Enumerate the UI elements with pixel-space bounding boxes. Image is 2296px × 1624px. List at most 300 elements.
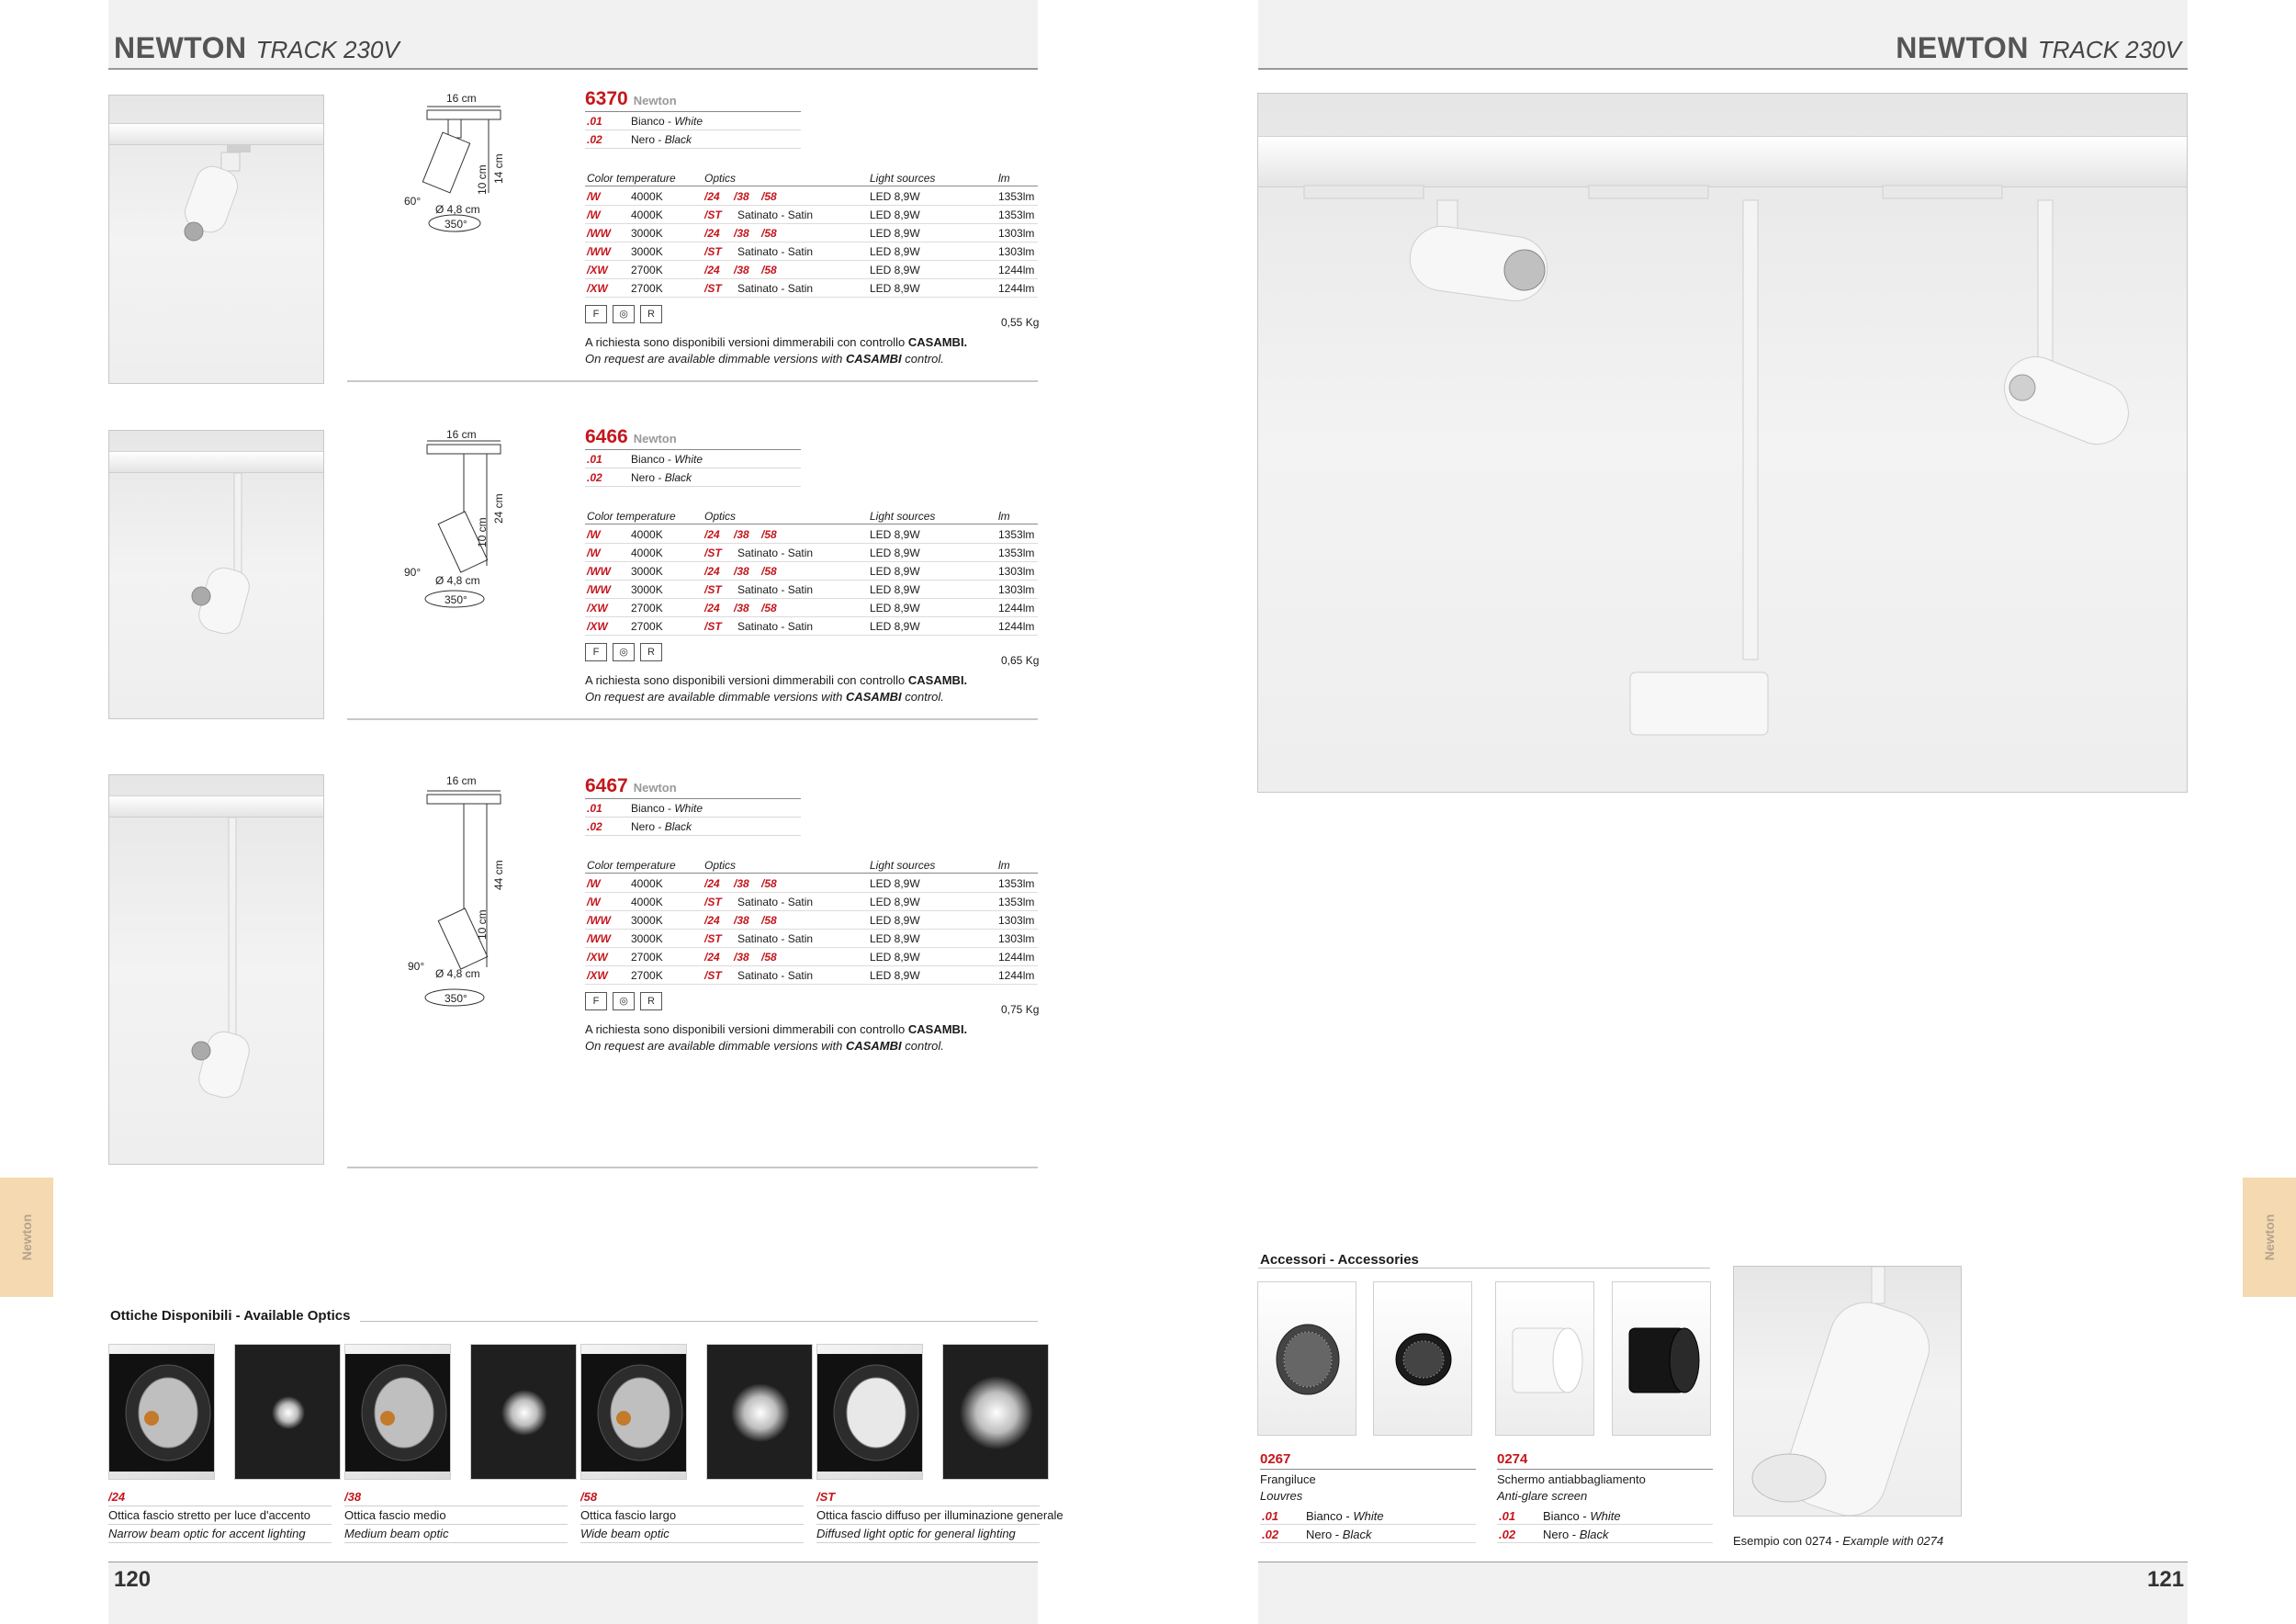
spec-optic-1: /24: [704, 602, 720, 615]
product-code: 6370: [585, 88, 628, 109]
finish-label: [1543, 1509, 1621, 1523]
spec-optic-2: /38: [734, 528, 749, 541]
dim-angle: 90°: [408, 960, 425, 973]
cert-icon: ◎: [613, 305, 635, 323]
note-en-suffix: control.: [901, 352, 944, 366]
finish-it: Bianco -: [1543, 1509, 1591, 1523]
dim-height-1: 10 cm: [476, 517, 489, 547]
spec-code: /XW: [587, 264, 608, 276]
spec-lm: 1353lm: [998, 896, 1035, 908]
finish-label: [1543, 1528, 1609, 1541]
spec-optic-2: /38: [734, 227, 749, 240]
product-photo-6467: [108, 774, 324, 1165]
optic-beam-photo: [706, 1344, 813, 1480]
optic-desc-en: Wide beam optic: [580, 1527, 670, 1540]
spec-source: LED 8,9W: [870, 565, 920, 578]
finish-row: [585, 450, 801, 468]
optic-desc-en: Diffused light optic for general lighting: [816, 1527, 1016, 1540]
optic-beam-photo: [942, 1344, 1049, 1480]
spec-optic-2: /38: [734, 914, 749, 927]
spec-code: /XW: [587, 620, 608, 633]
dim-rotation: 350°: [445, 593, 467, 606]
dim-height-2: 14 cm: [492, 153, 505, 184]
spec-header-optics: Optics: [704, 510, 737, 523]
cert-icon: R: [640, 992, 662, 1010]
finish-it: Bianco -: [631, 115, 675, 128]
finish-code: .02: [587, 133, 602, 146]
spec-temp: 2700K: [631, 602, 663, 615]
spec-temp: 2700K: [631, 620, 663, 633]
finish-label: [1306, 1509, 1384, 1523]
finish-en: White: [1353, 1509, 1384, 1523]
spec-row: [585, 206, 1038, 224]
tech-drawing-6466: [395, 428, 560, 612]
finish-en: Black: [664, 820, 692, 833]
spec-lm: 1353lm: [998, 209, 1035, 221]
spec-source: LED 8,9W: [870, 528, 920, 541]
finish-it: Nero -: [631, 471, 665, 484]
spec-header-light-sources: Light sources: [870, 510, 936, 523]
note-en-prefix: On request are available dimmable versions with: [585, 352, 846, 366]
spec-row: [585, 544, 1038, 562]
spec-optic-1: /ST: [704, 969, 722, 982]
side-tab-right: [2243, 1178, 2296, 1297]
accessory-desc-en: Louvres: [1260, 1489, 1303, 1503]
tech-drawing-6467: [395, 774, 560, 1009]
spec-header-light-sources: Light sources: [870, 172, 936, 185]
spec-temp: 4000K: [631, 528, 663, 541]
product-block-rule: [347, 1167, 1038, 1168]
optic-desc-it: Ottica fascio largo: [580, 1508, 677, 1522]
spec-header-optics: Optics: [704, 172, 737, 185]
note-en-bold: CASAMBI: [845, 1039, 902, 1053]
cert-icon: R: [640, 643, 662, 661]
spec-row: [585, 581, 1038, 599]
spec-optic-1: /ST: [704, 245, 722, 258]
note-en-bold: CASAMBI: [845, 690, 902, 704]
spec-row: [585, 874, 1038, 893]
spec-lm: 1244lm: [998, 282, 1035, 295]
optic-code: /ST: [816, 1490, 836, 1504]
accessory-finish-row: [1260, 1525, 1476, 1543]
spec-lm: 1244lm: [998, 951, 1035, 964]
dim-height-2: 24 cm: [492, 493, 505, 524]
spec-code: /WW: [587, 914, 611, 927]
side-tab-label: Newton: [2262, 1213, 2277, 1261]
spec-temp: 3000K: [631, 914, 663, 927]
cert-icon: R: [640, 305, 662, 323]
finish-it: Nero -: [1306, 1528, 1343, 1541]
spec-optic-desc: Satinato - Satin: [737, 547, 814, 559]
spec-optic-2: /38: [734, 565, 749, 578]
spec-optic-3: /58: [761, 951, 777, 964]
finish-en: White: [1590, 1509, 1621, 1523]
finish-label: [631, 453, 703, 466]
spec-header-color-temp: Color temperature: [587, 859, 676, 872]
accessory-photo-louvre-white: [1257, 1281, 1356, 1436]
spec-code: /W: [587, 209, 601, 221]
spec-optic-desc: Satinato - Satin: [737, 620, 814, 633]
spec-row: [585, 617, 1038, 636]
optic-desc-en: Medium beam optic: [344, 1527, 449, 1540]
product-title: [585, 426, 677, 448]
optic-desc-it: Ottica fascio stretto per luce d'accento: [108, 1508, 310, 1522]
spec-lm: 1244lm: [998, 602, 1035, 615]
spec-code: /W: [587, 547, 601, 559]
accessories-rule: [1258, 1268, 1710, 1269]
product-photo-6370: [108, 95, 324, 384]
finish-code: .01: [587, 115, 602, 128]
note-en-prefix: On request are available dimmable versions with: [585, 690, 846, 704]
spec-optic-1: /24: [704, 565, 720, 578]
spec-optic-1: /24: [704, 190, 720, 203]
spec-code: /WW: [587, 245, 611, 258]
optic-caption: [580, 1488, 804, 1543]
note-en: [585, 352, 944, 366]
dim-diameter: Ø 4,8 cm: [435, 967, 480, 980]
product-name: Newton: [633, 432, 677, 445]
spec-optic-1: /ST: [704, 282, 722, 295]
brand-name: NEWTON: [114, 31, 247, 64]
dim-rotation: 350°: [445, 218, 467, 231]
finish-it: Nero -: [631, 133, 665, 146]
accessory-desc-it: Frangiluce: [1260, 1472, 1316, 1486]
note-it: A richiesta sono disponibili versioni dimmerabili con controllo: [585, 335, 908, 349]
finish-it: Bianco -: [1306, 1509, 1354, 1523]
header-rule-left: [108, 68, 1038, 70]
product-code: 6466: [585, 426, 628, 447]
dim-width: 16 cm: [446, 428, 477, 441]
spec-lm: 1303lm: [998, 245, 1035, 258]
spec-temp: 4000K: [631, 209, 663, 221]
product-code: 6467: [585, 775, 628, 796]
spec-temp: 3000K: [631, 245, 663, 258]
spec-row: [585, 242, 1038, 261]
spec-lm: 1303lm: [998, 565, 1035, 578]
finish-label: [631, 471, 692, 484]
spec-optic-desc: Satinato - Satin: [737, 969, 814, 982]
cert-icons: [585, 643, 668, 663]
spec-code: /W: [587, 528, 601, 541]
finish-en: Black: [1342, 1528, 1372, 1541]
spec-lm: 1303lm: [998, 932, 1035, 945]
spec-code: /W: [587, 190, 601, 203]
example-caption: [1733, 1534, 1943, 1548]
product-weight: 0,55 Kg: [1001, 316, 1040, 329]
spec-row: [585, 261, 1038, 279]
spec-optic-1: /ST: [704, 932, 722, 945]
spec-optic-2: /38: [734, 264, 749, 276]
spec-lm: 1303lm: [998, 914, 1035, 927]
optic-code: /24: [108, 1490, 126, 1504]
spec-source: LED 8,9W: [870, 282, 920, 295]
spec-optic-1: /ST: [704, 620, 722, 633]
spec-temp: 3000K: [631, 932, 663, 945]
optics-section-rule: [360, 1321, 1038, 1322]
finish-it: Bianco -: [631, 453, 675, 466]
spec-optic-3: /58: [761, 565, 777, 578]
spec-optic-desc: Satinato - Satin: [737, 583, 814, 596]
casambi-note: [585, 1021, 967, 1054]
finish-code: .01: [587, 802, 602, 815]
finish-it: Nero -: [1543, 1528, 1580, 1541]
accessory-finish-row: [1497, 1525, 1713, 1543]
spec-temp: 4000K: [631, 877, 663, 890]
finish-en: Black: [1579, 1528, 1609, 1541]
casambi-note: [585, 334, 967, 367]
note-it-bold: CASAMBI.: [907, 335, 968, 349]
brand-subtitle: TRACK 230V: [2037, 36, 2181, 63]
accessory-caption: [1497, 1451, 1713, 1543]
footer-band-left: [108, 1562, 1038, 1624]
spec-header-light-sources: Light sources: [870, 859, 936, 872]
optic-desc-it: Ottica fascio medio: [344, 1508, 446, 1522]
optic-detail-photo: [580, 1344, 687, 1480]
spec-code: /WW: [587, 583, 611, 596]
product-name: Newton: [633, 94, 677, 107]
optic-detail-photo: [344, 1344, 451, 1480]
spec-optic-3: /58: [761, 528, 777, 541]
finish-label: [631, 802, 703, 815]
spec-header-optics: Optics: [704, 859, 737, 872]
spec-row: [585, 948, 1038, 966]
spec-row: [585, 930, 1038, 948]
cert-icon: F: [585, 992, 607, 1010]
tech-drawing-6370: [395, 92, 560, 239]
spec-temp: 2700K: [631, 951, 663, 964]
spec-header-lm: lm: [998, 172, 1010, 185]
spec-source: LED 8,9W: [870, 583, 920, 596]
spec-source: LED 8,9W: [870, 602, 920, 615]
cert-icons: [585, 305, 668, 325]
optic-desc-en: Narrow beam optic for accent lighting: [108, 1527, 306, 1540]
optic-caption: [816, 1488, 1064, 1543]
spec-lm: 1353lm: [998, 190, 1035, 203]
header-rule-right: [1258, 68, 2188, 70]
spec-optic-2: /38: [734, 877, 749, 890]
finish-en: White: [674, 802, 703, 815]
spec-row: [585, 599, 1038, 617]
spec-optic-1: /24: [704, 914, 720, 927]
note-en-bold: CASAMBI: [845, 352, 902, 366]
finish-row: [585, 130, 801, 149]
accessory-photo-screen-black: [1612, 1281, 1711, 1436]
accessory-caption: [1260, 1451, 1476, 1543]
finish-row: [585, 818, 801, 836]
optic-code: /58: [580, 1490, 598, 1504]
finish-en: Black: [664, 133, 692, 146]
dim-height-1: 10 cm: [476, 909, 489, 940]
spec-lm: 1244lm: [998, 264, 1035, 276]
finish-label: [631, 115, 703, 128]
brand-name: NEWTON: [1896, 31, 2029, 64]
spec-lm: 1244lm: [998, 620, 1035, 633]
spec-header-lm: lm: [998, 859, 1010, 872]
spec-optic-2: /38: [734, 190, 749, 203]
spec-lm: 1353lm: [998, 547, 1035, 559]
finish-en: White: [674, 453, 703, 466]
spec-row: [585, 966, 1038, 985]
spec-optic-desc: Satinato - Satin: [737, 896, 814, 908]
note-en-suffix: control.: [901, 1039, 944, 1053]
spec-optic-3: /58: [761, 190, 777, 203]
page-number-left: 120: [114, 1567, 152, 1592]
spec-row: [585, 187, 1038, 206]
finish-it: Nero -: [631, 820, 665, 833]
spec-source: LED 8,9W: [870, 969, 920, 982]
accessory-finish-row: [1260, 1506, 1476, 1525]
spec-header-color-temp: Color temperature: [587, 172, 676, 185]
spec-header-color-temp: Color temperature: [587, 510, 676, 523]
spec-code: /XW: [587, 282, 608, 295]
product-photo-6466: [108, 430, 324, 719]
spec-code: /WW: [587, 565, 611, 578]
spec-temp: 3000K: [631, 227, 663, 240]
cert-icon: ◎: [613, 643, 635, 661]
note-en-suffix: control.: [901, 690, 944, 704]
finish-row: [585, 468, 801, 487]
spec-source: LED 8,9W: [870, 951, 920, 964]
spec-optic-1: /ST: [704, 547, 722, 559]
spec-optic-1: /24: [704, 951, 720, 964]
finish-code: .02: [1262, 1528, 1279, 1541]
spec-lm: 1353lm: [998, 877, 1035, 890]
spec-code: /XW: [587, 602, 608, 615]
spec-source: LED 8,9W: [870, 245, 920, 258]
finish-en: Black: [664, 471, 692, 484]
finish-en: White: [674, 115, 703, 128]
spec-code: /WW: [587, 932, 611, 945]
optic-desc-it: Ottica fascio diffuso per illuminazione generale: [816, 1508, 1064, 1522]
spec-temp: 3000K: [631, 583, 663, 596]
dim-angle: 60°: [404, 195, 422, 208]
spec-source: LED 8,9W: [870, 264, 920, 276]
page-number-right: 121: [2147, 1567, 2185, 1592]
finish-code: .02: [587, 820, 602, 833]
spec-source: LED 8,9W: [870, 620, 920, 633]
optic-beam-photo: [234, 1344, 341, 1480]
brand-subtitle: TRACK 230V: [255, 36, 400, 63]
spec-optic-desc: Satinato - Satin: [737, 209, 814, 221]
note-en-prefix: On request are available dimmable versions with: [585, 1039, 846, 1053]
spec-optic-desc: Satinato - Satin: [737, 932, 814, 945]
spec-optic-1: /ST: [704, 209, 722, 221]
note-en: [585, 1039, 944, 1053]
accessory-desc-it: Schermo antiabbagliamento: [1497, 1472, 1646, 1486]
spec-optic-desc: Satinato - Satin: [737, 282, 814, 295]
spec-code: /W: [587, 896, 601, 908]
accessory-desc-en: Anti-glare screen: [1497, 1489, 1588, 1503]
spec-optic-1: /24: [704, 227, 720, 240]
spec-row: [585, 525, 1038, 544]
spec-header-lm: lm: [998, 510, 1010, 523]
dim-diameter: Ø 4,8 cm: [435, 203, 480, 216]
spec-source: LED 8,9W: [870, 190, 920, 203]
product-name: Newton: [633, 781, 677, 795]
spec-row: [585, 893, 1038, 911]
finish-label: [631, 820, 692, 833]
spec-temp: 4000K: [631, 896, 663, 908]
spec-optic-1: /ST: [704, 896, 722, 908]
dim-width: 16 cm: [446, 774, 477, 787]
spec-lm: 1244lm: [998, 969, 1035, 982]
optic-detail-photo: [108, 1344, 215, 1480]
spec-temp: 4000K: [631, 190, 663, 203]
finish-code: .01: [587, 453, 602, 466]
example-caption-en: Example with 0274: [1842, 1534, 1944, 1548]
spec-source: LED 8,9W: [870, 209, 920, 221]
spec-lm: 1303lm: [998, 227, 1035, 240]
product-block-rule: [347, 718, 1038, 720]
optic-detail-photo: [816, 1344, 923, 1480]
optic-code: /38: [344, 1490, 362, 1504]
note-it-bold: CASAMBI.: [907, 673, 968, 687]
spec-temp: 3000K: [631, 565, 663, 578]
note-it-bold: CASAMBI.: [907, 1022, 968, 1036]
cert-icons: [585, 992, 668, 1012]
footer-band-right: [1258, 1562, 2188, 1624]
finish-row: [585, 112, 801, 130]
accessory-code: 0267: [1260, 1451, 1291, 1467]
optic-caption: [344, 1488, 568, 1543]
spec-header: [585, 169, 1038, 186]
spec-temp: 4000K: [631, 547, 663, 559]
spec-source: LED 8,9W: [870, 227, 920, 240]
spec-code: /WW: [587, 227, 611, 240]
spec-optic-3: /58: [761, 602, 777, 615]
spec-temp: 2700K: [631, 969, 663, 982]
spec-row: [585, 562, 1038, 581]
dim-height-2: 44 cm: [492, 860, 505, 890]
side-tab-left: [0, 1178, 53, 1297]
spec-optic-1: /24: [704, 528, 720, 541]
finish-it: Bianco -: [631, 802, 675, 815]
product-block-rule: [347, 380, 1038, 382]
spec-optic-1: /ST: [704, 583, 722, 596]
finish-code: .01: [1262, 1509, 1279, 1523]
spec-source: LED 8,9W: [870, 914, 920, 927]
cert-icon: ◎: [613, 992, 635, 1010]
finish-label: [1306, 1528, 1372, 1541]
accessory-code: 0274: [1497, 1451, 1528, 1467]
spec-source: LED 8,9W: [870, 896, 920, 908]
product-weight: 0,65 Kg: [1001, 654, 1040, 667]
spec-temp: 2700K: [631, 264, 663, 276]
spec-source: LED 8,9W: [870, 547, 920, 559]
finish-label: [631, 133, 692, 146]
spec-optic-3: /58: [761, 914, 777, 927]
spec-optic-3: /58: [761, 877, 777, 890]
finish-code: .01: [1499, 1509, 1516, 1523]
dim-rotation: 350°: [445, 992, 467, 1005]
spec-code: /W: [587, 877, 601, 890]
spec-optic-2: /38: [734, 602, 749, 615]
spec-row: [585, 911, 1038, 930]
dim-angle: 90°: [404, 566, 422, 579]
header-right: [1896, 31, 2181, 65]
header-left: [114, 31, 400, 65]
spec-row: [585, 279, 1038, 298]
spec-code: /XW: [587, 951, 608, 964]
finish-code: .02: [1499, 1528, 1516, 1541]
spec-row: [585, 224, 1038, 242]
accessories-title: Accessori - Accessories: [1260, 1252, 1419, 1268]
spec-optic-2: /38: [734, 951, 749, 964]
cert-icon: F: [585, 643, 607, 661]
dim-diameter: Ø 4,8 cm: [435, 574, 480, 587]
spec-source: LED 8,9W: [870, 932, 920, 945]
spec-lm: 1353lm: [998, 528, 1035, 541]
